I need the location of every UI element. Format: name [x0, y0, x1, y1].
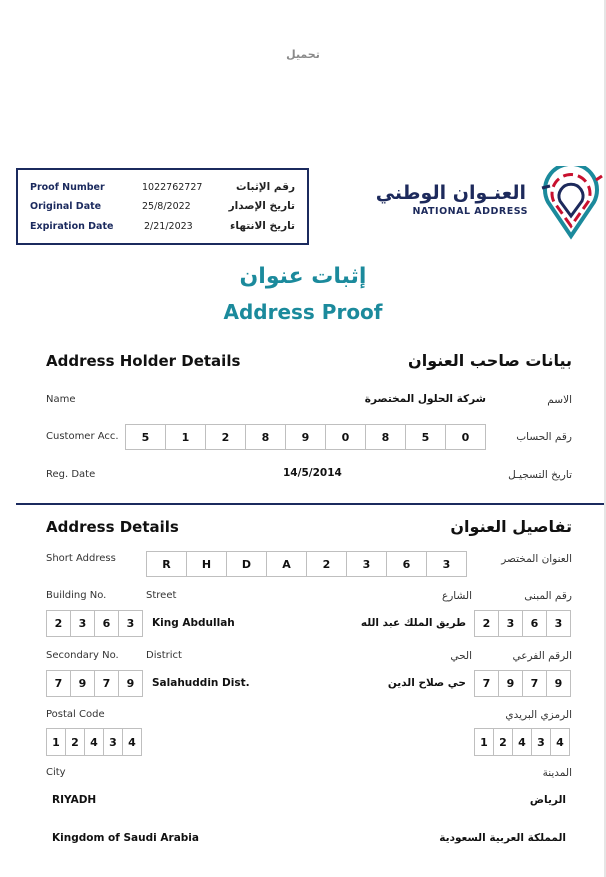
national-address-logo-icon [536, 166, 606, 240]
original-date-label-ar: تاريخ الإصدار [228, 200, 295, 212]
postal-digit: 4 [512, 728, 532, 756]
secondary-digit: 7 [46, 670, 71, 697]
district-label: District [146, 650, 182, 661]
secondary-digit: 9 [498, 670, 523, 697]
short-address-chars [146, 551, 467, 577]
expiration-date-label: Expiration Date [30, 221, 114, 232]
account-digit: 5 [405, 424, 446, 450]
short-address-char: A [266, 551, 307, 577]
reg-date-label: Reg. Date [46, 469, 96, 480]
short-address-char: R [146, 551, 187, 577]
short-address-label: Short Address [46, 553, 116, 564]
postal-digit: 3 [103, 728, 123, 756]
secondary-digit: 9 [70, 670, 95, 697]
building-digit: 3 [546, 610, 571, 637]
holder-heading-ar: بيانات صاحب العنوان [408, 351, 572, 370]
address-heading-ar: تفاصيل العنوان [450, 517, 572, 536]
city-label-ar: المدينة [542, 767, 572, 779]
street-value-en: King Abdullah [152, 617, 235, 629]
postal-code-digits [46, 728, 142, 756]
original-date-row [18, 199, 307, 217]
customer-account-label-ar: رقم الحساب [516, 431, 572, 443]
building-digit: 3 [498, 610, 523, 637]
secondary-number-digits-ar [474, 670, 571, 697]
holder-heading-en: Address Holder Details [46, 352, 241, 370]
postal-digit: 2 [493, 728, 513, 756]
postal-digit: 1 [46, 728, 66, 756]
building-number-digits [46, 610, 143, 637]
secondary-digit: 9 [546, 670, 571, 697]
building-number-digits-ar [474, 610, 571, 637]
expiration-date-value: 2/21/2023 [144, 221, 193, 232]
building-digit: 6 [522, 610, 547, 637]
download-link[interactable]: تحميل [286, 48, 320, 61]
proof-number-label: Proof Number [30, 182, 105, 193]
postal-code-label: Postal Code [46, 709, 105, 720]
postal-code-digits-ar [474, 728, 570, 756]
short-address-char: 6 [386, 551, 427, 577]
original-date-label: Original Date [30, 201, 102, 212]
building-number-label-ar: رقم المبنى [524, 590, 572, 602]
account-digit: 8 [365, 424, 406, 450]
city-value-ar: الرياض [529, 794, 566, 806]
name-label: Name [46, 394, 76, 405]
reg-date-value: 14/5/2014 [283, 467, 342, 479]
name-label-ar: الاسم [547, 394, 572, 406]
short-address-label-ar: العنوان المختصر [501, 553, 572, 565]
secondary-digit: 9 [118, 670, 143, 697]
title-en: Address Proof [223, 300, 383, 324]
account-digit: 9 [285, 424, 326, 450]
address-heading-en: Address Details [46, 518, 179, 536]
short-address-char: 3 [346, 551, 387, 577]
customer-account-digits [125, 424, 486, 450]
building-digit: 2 [474, 610, 499, 637]
account-digit: 2 [205, 424, 246, 450]
proof-number-row [18, 180, 307, 198]
postal-digit: 1 [474, 728, 494, 756]
short-address-char: 3 [426, 551, 467, 577]
district-value-ar: حي صلاح الدين [387, 677, 466, 689]
country-value-en: Kingdom of Saudi Arabia [52, 832, 199, 844]
original-date-value: 25/8/2022 [142, 201, 191, 212]
short-address-char: 2 [306, 551, 347, 577]
short-address-char: D [226, 551, 267, 577]
secondary-number-label: Secondary No. [46, 650, 119, 661]
account-digit: 5 [125, 424, 166, 450]
building-number-label: Building No. [46, 590, 107, 601]
account-digit: 0 [325, 424, 366, 450]
logo-text-ar: العنـوان الوطني [375, 182, 526, 204]
country-value-ar: المملكة العربية السعودية [439, 832, 566, 844]
secondary-number-label-ar: الرقم الفرعي [512, 650, 572, 662]
building-digit: 3 [118, 610, 143, 637]
street-label: Street [146, 590, 177, 601]
building-digit: 6 [94, 610, 119, 637]
account-digit: 1 [165, 424, 206, 450]
expiration-date-label-ar: تاريخ الانتهاء [230, 220, 295, 232]
postal-code-label-ar: الرمزي البريدي [505, 709, 572, 721]
logo-text-en: NATIONAL ADDRESS [412, 206, 528, 217]
title-ar: إثبات عنوان [239, 264, 367, 289]
name-value: شركة الحلول المختصرة [364, 393, 486, 405]
secondary-digit: 7 [94, 670, 119, 697]
city-value-en: RIYADH [52, 794, 97, 806]
proof-number-value: 1022762727 [142, 182, 203, 193]
secondary-digit: 7 [474, 670, 499, 697]
postal-digit: 3 [531, 728, 551, 756]
proof-number-label-ar: رقم الإثبات [236, 181, 295, 193]
secondary-digit: 7 [522, 670, 547, 697]
city-label: City [46, 767, 66, 778]
postal-digit: 2 [65, 728, 85, 756]
proof-info-box [16, 168, 309, 245]
account-digit: 0 [445, 424, 486, 450]
short-address-char: H [186, 551, 227, 577]
district-label-ar: الحي [450, 650, 472, 662]
street-value-ar: طريق الملك عبد الله [360, 617, 466, 629]
customer-account-label: Customer Acc. [46, 431, 119, 442]
reg-date-label-ar: تاريخ التسجيـل [508, 469, 572, 481]
secondary-number-digits [46, 670, 143, 697]
district-value-en: Salahuddin Dist. [152, 677, 250, 689]
account-digit: 8 [245, 424, 286, 450]
postal-digit: 4 [84, 728, 104, 756]
expiration-date-row [18, 219, 307, 237]
postal-digit: 4 [550, 728, 570, 756]
building-digit: 2 [46, 610, 71, 637]
postal-digit: 4 [122, 728, 142, 756]
building-digit: 3 [70, 610, 95, 637]
section-divider [16, 503, 604, 505]
street-label-ar: الشارع [441, 590, 472, 602]
